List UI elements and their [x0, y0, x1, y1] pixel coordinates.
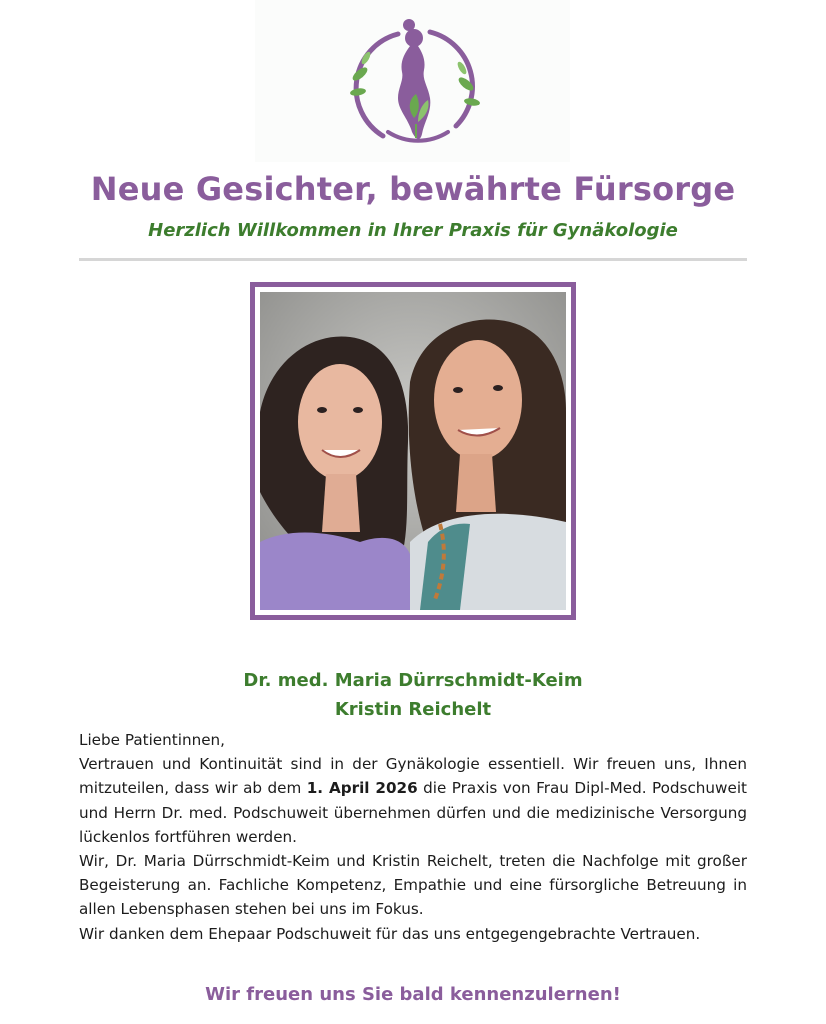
closing-line: Wir freuen uns Sie bald kennenzulernen!: [205, 984, 621, 1005]
team-photo: [250, 282, 576, 620]
section-divider: [79, 258, 747, 261]
letter-paragraph-1-end: die Praxis von Frau Dipl-Med. Podschuweit und Herrn Dr. med. Podschuweit übernehmen dürfen und die medizinische Versorgung lückenlos fortführen werden.: [79, 779, 747, 846]
portrait-photo: [260, 292, 566, 610]
takeover-date: 1. April 2026: [306, 779, 418, 798]
letter-paragraph-3: Wir danken dem Ehepaar Podschuweit für das uns entgegengebrachte Vertrauen.: [79, 924, 701, 943]
doctor-name-2: Kristin Reichelt: [334, 699, 492, 720]
letter-paragraph-1-start: Vertrauen und Kontinuität sind in der Gynäkologie essentiell. Wir freuen uns, Ihnen mitzuteilen, dass wir ab dem: [79, 755, 747, 798]
doctor-name-1: Dr. med. Maria Dürrschmidt-Keim: [243, 670, 583, 691]
page-headline: Neue Gesichter, bewährte Fürsorge: [90, 170, 736, 208]
letter-body: [79, 728, 747, 946]
woman-silhouette-leaf-logo-icon: [338, 14, 488, 148]
letter-paragraph-1: [79, 752, 747, 849]
letter-greeting: Liebe Patientinnen,: [79, 731, 225, 749]
letter-paragraph-2: Wir, Dr. Maria Dürrschmidt-Keim und Kristin Reichelt, treten die Nachfolge mit großer Begeisterung an. Fachliche Kompetenz, Empathie und eine fürsorgliche Betreuung in allen Lebensphasen stehen bei uns im Fokus.: [79, 852, 747, 919]
practice-logo: [255, 0, 570, 162]
doctor-names: [0, 666, 826, 724]
page-subheadline: Herzlich Willkommen in Ihrer Praxis für Gynäkologie: [148, 220, 678, 241]
